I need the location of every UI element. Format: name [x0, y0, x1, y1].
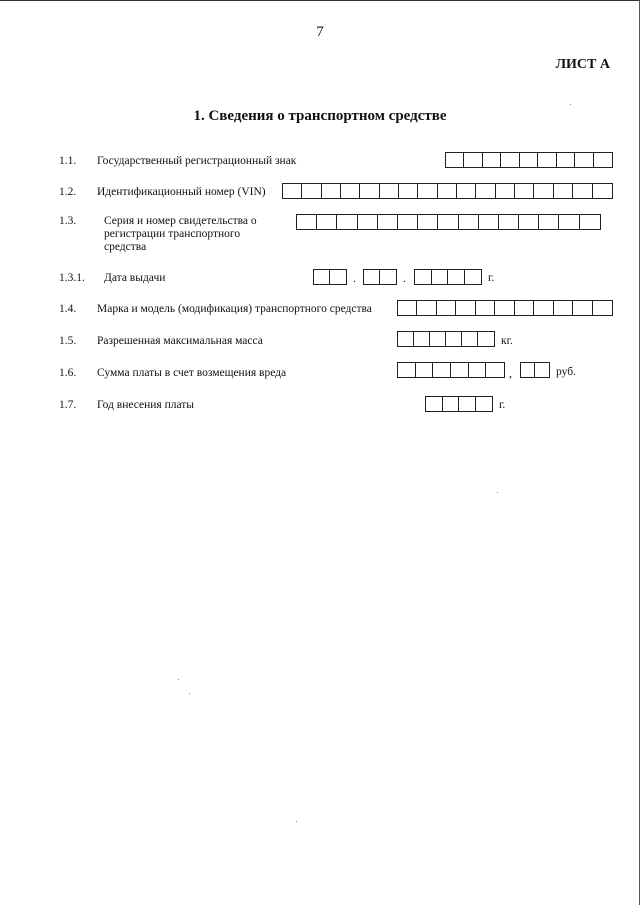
entry-cell[interactable]	[380, 270, 396, 284]
entry-cell[interactable]	[337, 215, 357, 229]
entry-cell[interactable]	[469, 363, 487, 377]
year-unit-label: г.	[488, 272, 495, 284]
scan-speck	[296, 821, 297, 822]
entry-cell[interactable]	[438, 215, 458, 229]
vin-cells[interactable]	[282, 183, 613, 199]
section-title: 1. Сведения о транспортном средстве	[193, 108, 447, 124]
entry-cell[interactable]	[554, 184, 573, 198]
field-number-1-1: 1.1.	[59, 155, 77, 167]
entry-cell[interactable]	[534, 184, 553, 198]
entry-cell[interactable]	[594, 153, 612, 167]
entry-cell[interactable]	[520, 153, 538, 167]
sheet-label: ЛИСТ А	[555, 57, 610, 72]
entry-cell[interactable]	[378, 215, 398, 229]
entry-cell[interactable]	[479, 215, 499, 229]
entry-cell[interactable]	[575, 153, 593, 167]
field-number-1-6: 1.6.	[59, 367, 77, 379]
compensation-rubles-cells[interactable]	[397, 362, 505, 378]
entry-cell[interactable]	[417, 301, 436, 315]
entry-cell[interactable]	[330, 270, 346, 284]
field-label-vin: Идентификационный номер (VIN)	[97, 186, 266, 198]
field-label-registration-certificate: Серия и номер свидетельства о регистрации транспортного средства	[104, 215, 257, 253]
registration-plate-cells[interactable]	[445, 152, 613, 168]
entry-cell[interactable]	[456, 301, 475, 315]
entry-cell[interactable]	[358, 215, 378, 229]
entry-cell[interactable]	[446, 153, 464, 167]
page-number: 7	[316, 24, 324, 40]
entry-cell[interactable]	[341, 184, 360, 198]
field-label-max-mass: Разрешенная максимальная масса	[97, 335, 263, 347]
entry-cell[interactable]	[554, 301, 573, 315]
date-separator: .	[353, 271, 356, 285]
entry-cell[interactable]	[426, 397, 443, 411]
scan-speck	[189, 693, 190, 694]
entry-cell[interactable]	[486, 363, 504, 377]
field-number-1-7: 1.7.	[59, 399, 77, 411]
entry-cell[interactable]	[476, 397, 493, 411]
entry-cell[interactable]	[433, 363, 451, 377]
entry-cell[interactable]	[476, 184, 495, 198]
entry-cell[interactable]	[573, 184, 592, 198]
date-separator: .	[403, 271, 406, 285]
entry-cell[interactable]	[535, 363, 549, 377]
entry-cell[interactable]	[462, 332, 478, 346]
field-label-make-model: Марка и модель (модификация) транспортного средства	[97, 303, 372, 315]
entry-cell[interactable]	[283, 184, 302, 198]
issue-date-day-cells[interactable]	[313, 269, 347, 285]
field-label-issue-date: Дата выдачи	[104, 272, 166, 284]
entry-cell[interactable]	[515, 184, 534, 198]
entry-cell[interactable]	[398, 301, 417, 315]
entry-cell[interactable]	[521, 363, 535, 377]
entry-cell[interactable]	[302, 184, 321, 198]
entry-cell[interactable]	[398, 332, 414, 346]
entry-cell[interactable]	[360, 184, 379, 198]
entry-cell[interactable]	[559, 215, 579, 229]
payment-year-cells[interactable]	[425, 396, 493, 412]
entry-cell[interactable]	[438, 184, 457, 198]
entry-cell[interactable]	[593, 184, 612, 198]
entry-cell[interactable]	[593, 301, 612, 315]
entry-cell[interactable]	[415, 270, 432, 284]
field-number-1-2: 1.2.	[59, 186, 77, 198]
payment-year-unit-label: г.	[499, 399, 506, 411]
scan-speck	[497, 492, 498, 493]
entry-cell[interactable]	[399, 184, 418, 198]
entry-cell[interactable]	[364, 270, 380, 284]
entry-cell[interactable]	[457, 184, 476, 198]
scan-speck	[178, 679, 179, 680]
entry-cell[interactable]	[580, 215, 600, 229]
entry-cell[interactable]	[465, 270, 482, 284]
entry-cell[interactable]	[432, 270, 449, 284]
field-number-1-4: 1.4.	[59, 303, 77, 315]
entry-cell[interactable]	[515, 301, 534, 315]
entry-cell[interactable]	[478, 332, 494, 346]
field-label-registration-plate: Государственный регистрационный знак	[97, 155, 297, 167]
registration-certificate-cells[interactable]	[296, 214, 601, 230]
entry-cell[interactable]	[501, 153, 519, 167]
entry-cell[interactable]	[459, 215, 479, 229]
entry-cell[interactable]	[557, 153, 575, 167]
entry-cell[interactable]	[496, 184, 515, 198]
issue-date-year-cells[interactable]	[414, 269, 482, 285]
max-mass-cells[interactable]	[397, 331, 495, 347]
field-number-1-3: 1.3.	[59, 215, 77, 227]
entry-cell[interactable]	[483, 153, 501, 167]
entry-cell[interactable]	[398, 363, 416, 377]
mass-unit-label: кг.	[501, 335, 513, 347]
entry-cell[interactable]	[414, 332, 430, 346]
entry-cell[interactable]	[322, 184, 341, 198]
entry-cell[interactable]	[464, 153, 482, 167]
entry-cell[interactable]	[459, 397, 476, 411]
entry-cell[interactable]	[314, 270, 330, 284]
scan-speck	[570, 104, 571, 105]
entry-cell[interactable]	[495, 301, 514, 315]
entry-cell[interactable]	[418, 215, 438, 229]
entry-cell[interactable]	[451, 363, 469, 377]
field-number-1-5: 1.5.	[59, 335, 77, 347]
rubles-unit-label: руб.	[556, 366, 576, 378]
entry-cell[interactable]	[539, 215, 559, 229]
make-model-cells[interactable]	[397, 300, 613, 316]
entry-cell[interactable]	[380, 184, 399, 198]
entry-cell[interactable]	[317, 215, 337, 229]
entry-cell[interactable]	[398, 215, 418, 229]
entry-cell[interactable]	[499, 215, 519, 229]
field-label-payment-year: Год внесения платы	[97, 399, 195, 411]
field-number-1-3-1: 1.3.1.	[59, 272, 85, 284]
entry-cell[interactable]	[418, 184, 437, 198]
entry-cell[interactable]	[416, 363, 434, 377]
entry-cell[interactable]	[437, 301, 456, 315]
compensation-kopecks-cells[interactable]	[520, 362, 550, 378]
entry-cell[interactable]	[538, 153, 556, 167]
entry-cell[interactable]	[443, 397, 460, 411]
issue-date-month-cells[interactable]	[363, 269, 397, 285]
entry-cell[interactable]	[430, 332, 446, 346]
entry-cell[interactable]	[573, 301, 592, 315]
page-top-edge	[0, 0, 640, 1]
decimal-separator: ,	[509, 366, 512, 380]
entry-cell[interactable]	[534, 301, 553, 315]
entry-cell[interactable]	[446, 332, 462, 346]
entry-cell[interactable]	[297, 215, 317, 229]
entry-cell[interactable]	[519, 215, 539, 229]
field-label-compensation-amount: Сумма платы в счет возмещения вреда	[97, 367, 287, 379]
entry-cell[interactable]	[476, 301, 495, 315]
entry-cell[interactable]	[448, 270, 465, 284]
